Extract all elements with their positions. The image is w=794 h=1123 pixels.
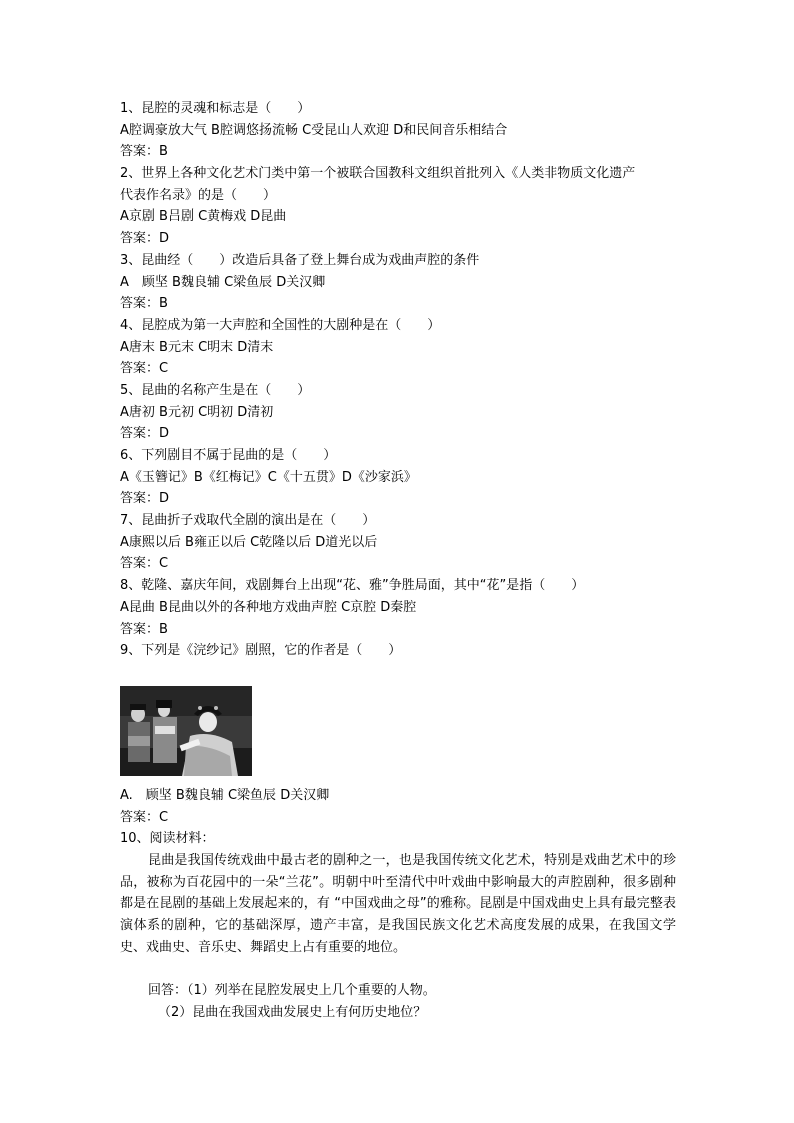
question-9-answer: 答案：C (120, 809, 169, 825)
question-2-options: A京剧 B吕剧 C黄梅戏 D昆曲 (120, 209, 287, 225)
question-6-text: 6、下列剧目不属于昆曲的是（ ） (120, 448, 337, 463)
question-5-answer: 答案：D (120, 426, 170, 442)
question-4-text: 4、昆腔成为第一大声腔和全国性的大剧种是在（ ） (120, 317, 441, 333)
opera-photo-image (120, 686, 252, 776)
question-7-text: 7、昆曲折子戏取代全剧的演出是在（ ） (120, 513, 376, 529)
question-6-answer: 答案：D (120, 491, 170, 507)
question-10-ask-1: 回答：（1）列举在昆腔发展史上几个重要的人物。 (148, 983, 436, 998)
question-8-options: A昆曲 B昆曲以外的各种地方戏曲声腔 C京腔 D秦腔 (120, 599, 417, 615)
question-3-text: 3、昆曲经（ ）改造后具备了登上舞台成为戏曲声腔的条件 (120, 252, 480, 268)
question-8-answer: 答案：B (120, 621, 168, 637)
question-1-options: A腔调豪放大气 B腔调悠扬流畅 C受昆山人欢迎 D和民间音乐相结合 (120, 122, 508, 138)
question-1-text: 1、昆腔的灵魂和标志是（ ） (120, 101, 311, 116)
question-10-asks (148, 980, 708, 1023)
question-4-answer: 答案：C (120, 361, 169, 377)
question-5-options: A唐初 B元初 C明初 D清初 (120, 404, 274, 420)
question-7-options: A康熙以后 B雍正以后 C乾隆以后 D道光以后 (120, 534, 378, 550)
opera-stage-photo (120, 686, 252, 776)
question-6-options: A《玉簪记》B《红梅记》C《十五贯》D《沙家浜》 (120, 469, 417, 485)
question-list (120, 98, 680, 662)
question-3-options: A 顾坚 B魏良辅 C梁鱼辰 D关汉卿 (120, 274, 326, 290)
question-4-options: A唐末 B元末 C明末 D清末 (120, 339, 274, 355)
question-10-ask-2: （2）昆曲在我国戏曲发展史上有何历史地位？ (158, 1004, 427, 1020)
question-9-block (120, 785, 680, 850)
reading-passage: 昆曲是我国传统戏曲中最古老的剧种之一，也是我国传统文化艺术，特别是戏曲艺术中的珍品，被称为百花园中的一朵“兰花”。明朝中叶至清代中叶戏曲中影响最大的声腔剧种，很多剧种都是在昆剧的基础上发展起来的，有 “中国戏曲之母”的雅称。昆剧是中国戏曲史上具有最完整表演体系的剧种，它的基础深厚，遗产丰富，是我国民族文化艺术高度发展的成果，在我国文学史、戏曲史、音乐史、舞蹈史上占有重要的地位。 (120, 853, 676, 955)
question-10-title: 10、阅读材料： (120, 831, 215, 847)
question-8-text: 8、乾隆、嘉庆年间，戏剧舞台上出现“花、雅”争胜局面，其中“花”是指（ ） (120, 578, 585, 594)
question-5-text: 5、昆曲的名称产生是在（ ） (120, 382, 311, 398)
question-2-answer: 答案：D (120, 231, 170, 247)
question-3-answer: 答案：B (120, 296, 168, 312)
question-2-text-cont: 代表作名录》的是（ ） (120, 187, 277, 203)
question-9-text: 9、下列是《浣纱记》剧照，它的作者是（ ） (120, 643, 402, 659)
question-7-answer: 答案：C (120, 556, 169, 572)
question-2-text: 2、世界上各种文化艺术门类中第一个被联合国教科文组织首批列入《人类非物质文化遗产 (120, 166, 636, 182)
question-9-options: A. 顾坚 B魏良辅 C梁鱼辰 D关汉卿 (120, 788, 330, 803)
question-1-answer: 答案：B (120, 144, 168, 160)
